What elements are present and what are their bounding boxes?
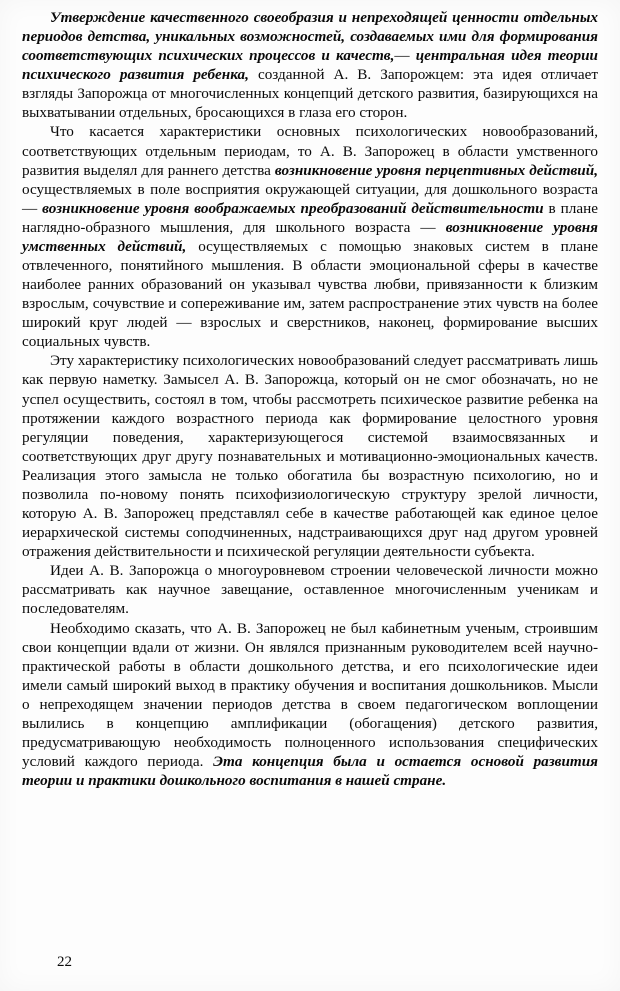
text-run: Идеи А. В. Запорожца о многоуровневом строении человеческой личности можно рассматривать как научное завещание, оставленное многочисленным ученикам и последователям.	[22, 562, 598, 618]
text-run: возникновение уровня умственных действий,	[22, 218, 598, 255]
text-run: осуществляемых с помощью знаковых систем в плане отвлеченного, понятийного мышления. В области эмоциональной сферы в качестве наиболее ранних образований он указывал чувства любви, привязанности к близким взрослым, сочувствие и сопереживание им, затем распространение этих чувств на более широкий круг людей — взрослых и сверстников, наконец, формирование высших социальных чувств.	[22, 237, 598, 351]
text-run: —	[394, 47, 416, 65]
text-run: возникновение уровня перцептивных действий,	[274, 161, 598, 179]
page-text-body	[22, 8, 598, 790]
text-run: в плане наглядно-образного мышления, для школьного возраста —	[22, 199, 598, 236]
text-run: возникновение уровня воображаемых преобразований действительности	[42, 199, 544, 217]
paragraph	[22, 8, 598, 122]
paragraph	[22, 351, 598, 561]
text-run: центральная идея теории психического развития ребенка,	[22, 47, 599, 84]
text-run: Что касается характеристики основных психологических новообразований, соответствующих отдельным периодам, то А. В. Запорожец в области умственного развития выделял для раннего детства	[22, 123, 598, 179]
paragraph	[22, 619, 598, 791]
page-number: 22	[57, 954, 72, 970]
text-run: осуществляемых в поле восприятия окружающей ситуации, для дошкольного возраста—	[22, 180, 598, 217]
text-run: созданной А. В. Запорожцем: эта идея отличает взгляды Запорожца от многочисленных концепций детского развития, базирующихся на выхватывании отдельных, бросающихся в глаза его сторон.	[22, 66, 598, 122]
paragraph	[22, 561, 598, 618]
text-run: Эта концепция была и остается основой развития теории и практики дошкольного воспитания в нашей стране.	[22, 753, 598, 790]
paragraph	[22, 122, 598, 351]
text-run: Эту характеристику психологических новообразований следует рассматривать лишь как первую наметку. Замысел А. В. Запорожца, который он не смог обозначать, но не успел осуществить, состоял в том, чтобы рассмотреть психическое развитие ребенка на протяжении каждого возрастного периода как формирование целостного уровня регуляции поведения, характеризующегося системой взаимосвязанных и соответствующих друг другу познавательных и мотивационно-эмоциональных качеств. Реализация этого замысла не только обогатила бы возрастную психологию, но и позволила по-новому понять психофизиологическую структуру зрелой личности, которую А. В. Запорожец представлял себе в качестве работающей как единое целое иерархической системы соподчиненных, надстраивающихся друг над другом уровней отражения действительности и психической регуляции деятельности субъекта.	[22, 352, 598, 561]
text-run: Утверждение качественного своеобразия и непреходящей ценности отдельных периодов детства, уникальных возможностей, создаваемых ими для формирования соответствующих психических процессов и качеств,	[22, 9, 598, 65]
text-run: Необходимо сказать, что А. В. Запорожец не был кабинетным ученым, строившим свои концепции вдали от жизни. Он являлся признанным руководителем всей научно-практической работы в области дошкольного детства, и его психологические идеи имели самый широкий выход в практику обучения и воспитания дошкольников. Мысли о непреходящем значении периодов детства в своем педагогическом воплощении вылились в концепцию амплификации (обогащения) детского развития, предусматривающую необходимость полноценного использования специфических условий каждого периода.	[22, 619, 598, 771]
